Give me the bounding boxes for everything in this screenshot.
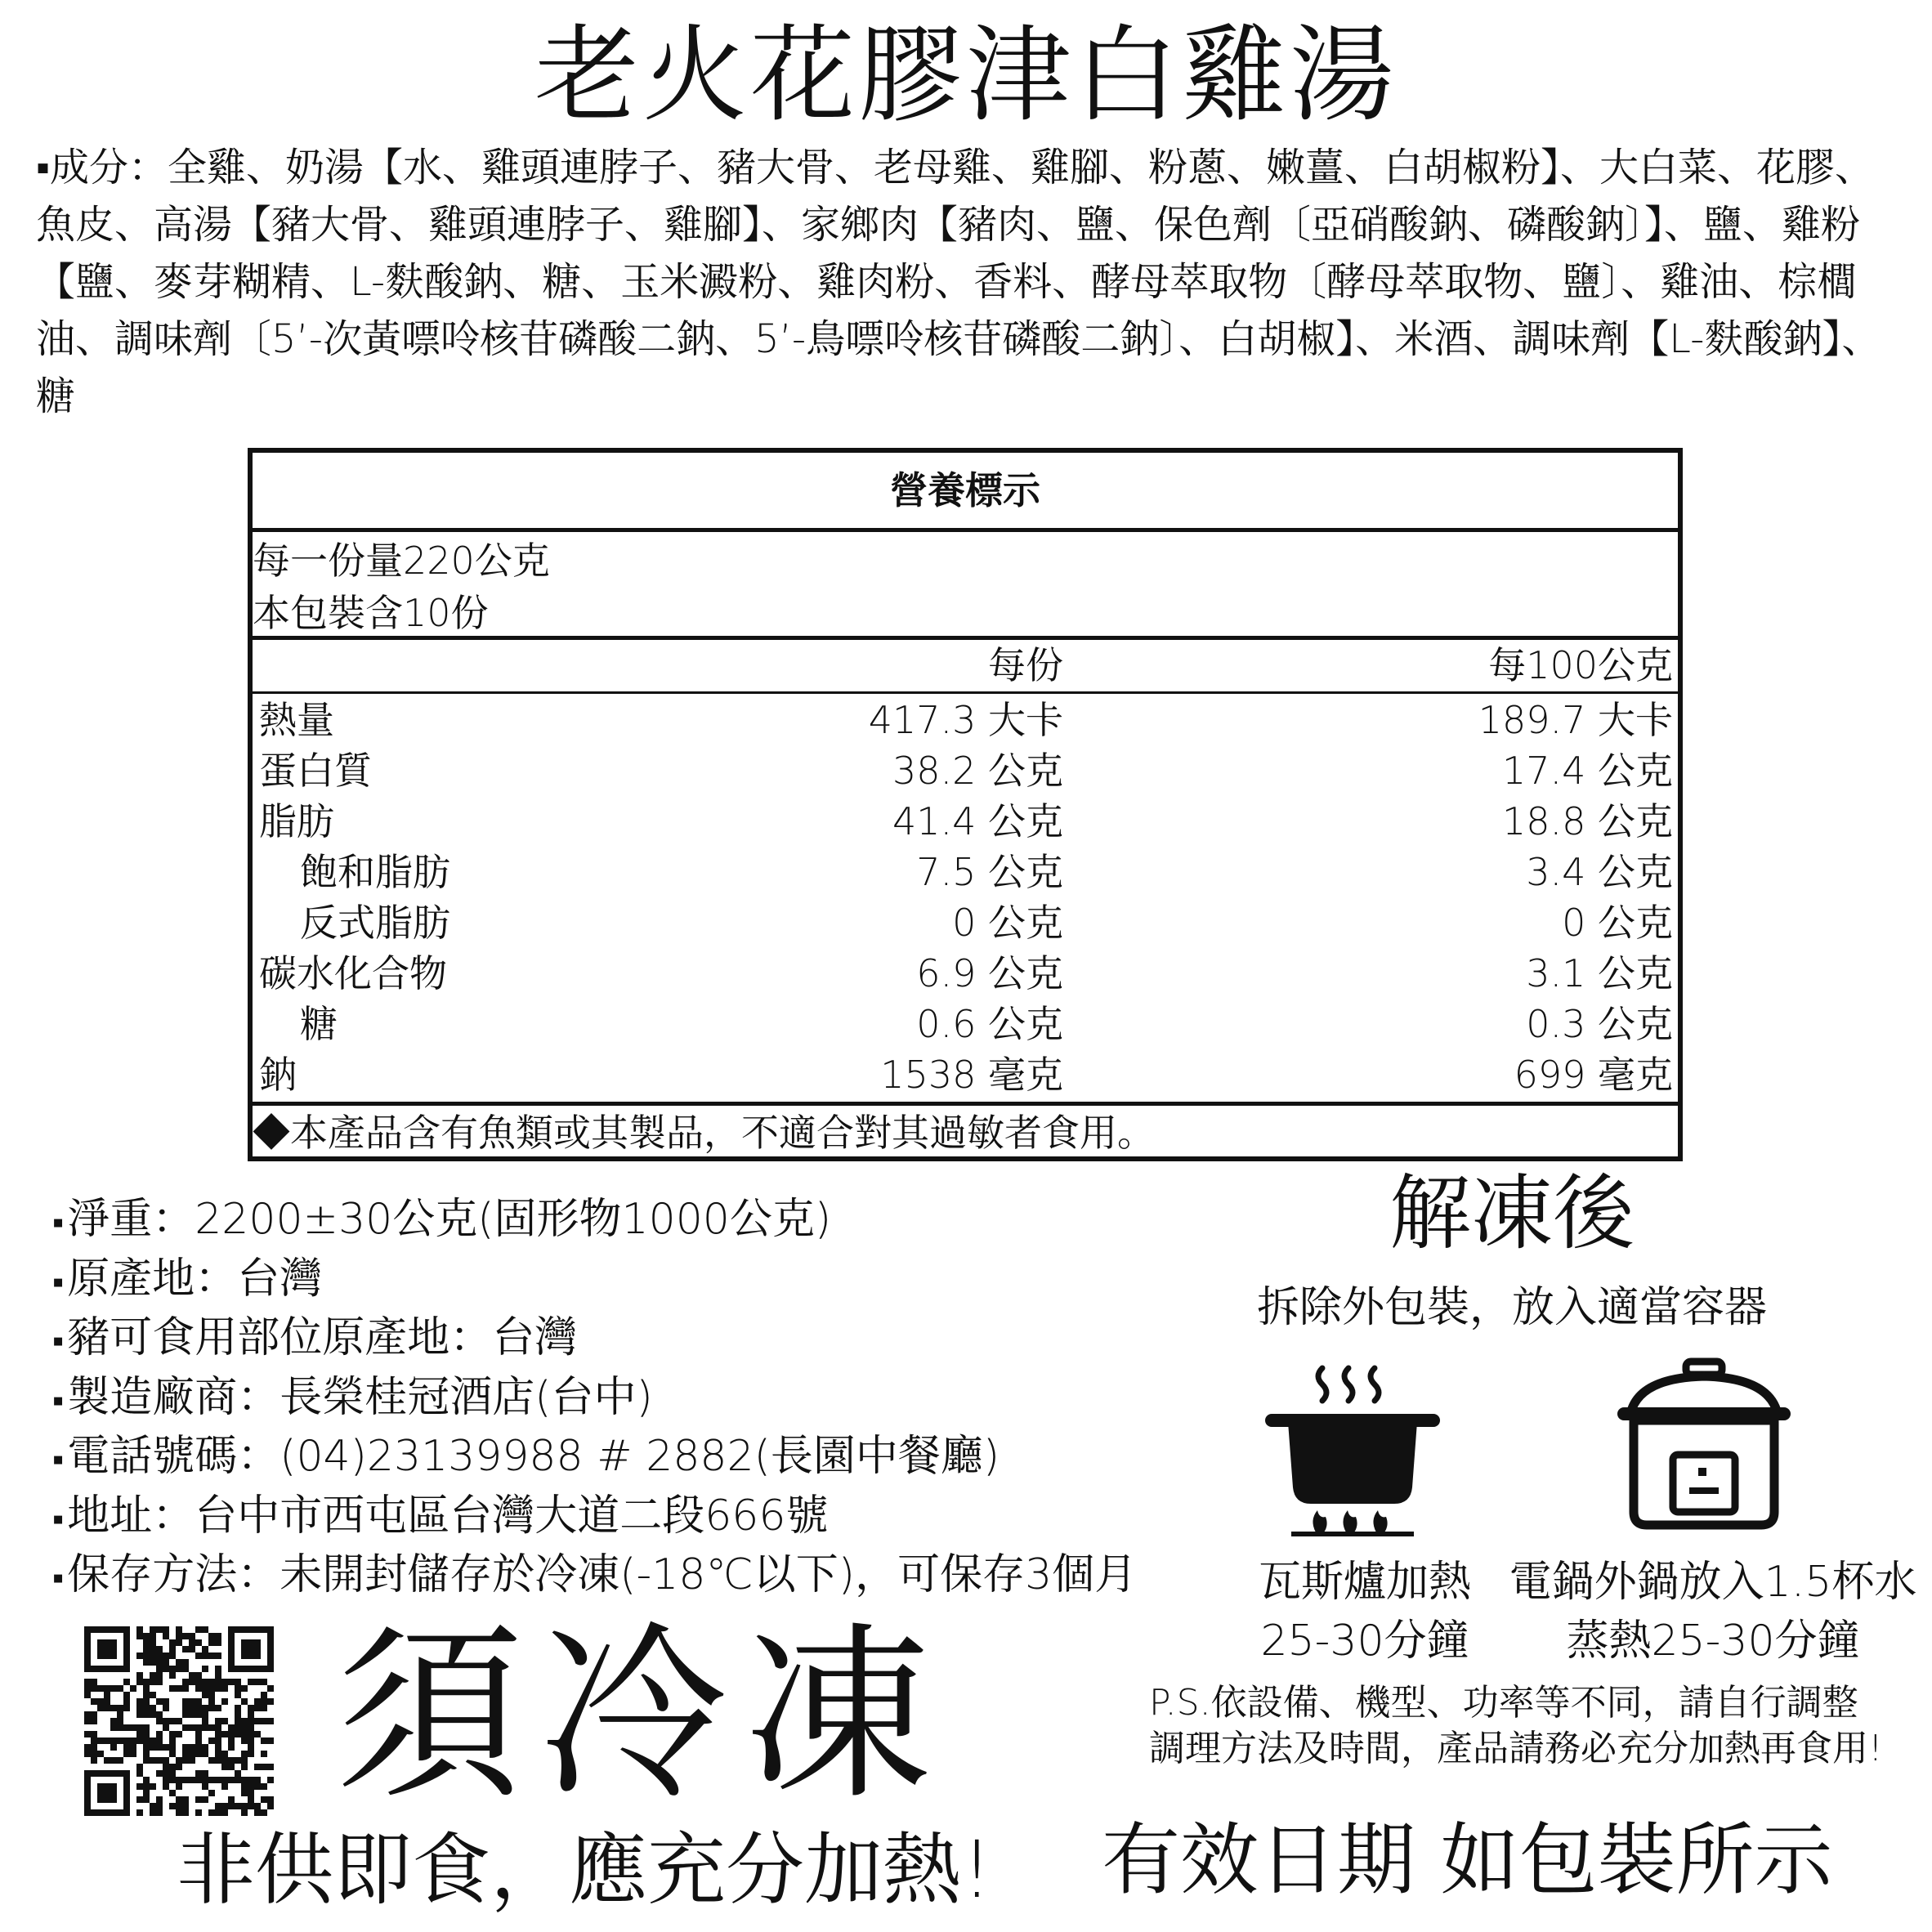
nutrient-name: 蛋白質	[259, 749, 372, 793]
gas-method-label: 瓦斯爐加熱	[1258, 1558, 1471, 1607]
serving-info	[253, 534, 1678, 639]
nutrient-row	[253, 999, 1678, 1049]
phone-number: ▪ 電話號碼：(04)23139988 # 2882(長園中餐廳)	[52, 1429, 1137, 1488]
cooker-method-time: 蒸熱25-30分鐘	[1566, 1617, 1860, 1666]
nutrient-per-100g: 189.7 大卡	[1478, 698, 1673, 742]
net-weight: ▪ 淨重：2200±30公克(固形物1000公克)	[52, 1192, 1137, 1251]
nutrient-name: 鈉	[259, 1053, 297, 1097]
cooker-method-label: 電鍋外鍋放入1.5杯水	[1509, 1558, 1917, 1607]
manufacturer: ▪ 製造廠商：長榮桂冠酒店(台中)	[52, 1370, 1137, 1429]
col-per-serving: 每份	[988, 643, 1063, 687]
nutrient-name: 糖	[300, 1002, 338, 1046]
nutrient-per-serving: 7.5 公克	[916, 850, 1063, 894]
nutrient-row	[253, 847, 1678, 897]
nutrient-per-100g: 0.3 公克	[1526, 1002, 1673, 1046]
nutrient-per-serving: 1538 毫克	[880, 1053, 1063, 1097]
expiry-date-notice: 有效日期 如包裝所示	[1102, 1814, 1833, 1906]
rice-cooker-icon	[1614, 1357, 1794, 1536]
divider	[253, 1102, 1678, 1106]
nutrient-per-100g: 699 毫克	[1514, 1053, 1673, 1097]
nutrient-per-100g: 17.4 公克	[1501, 749, 1673, 793]
qr-code[interactable]	[84, 1626, 274, 1816]
pot-on-stove-icon	[1259, 1357, 1447, 1536]
divider	[253, 691, 1678, 694]
ps-note-line1: P.S.依設備、機型、功率等不同，請自行調整	[1149, 1682, 1858, 1724]
gas-method-time: 25-30分鐘	[1260, 1617, 1469, 1666]
address: ▪ 地址：台中市西屯區台灣大道二段666號	[52, 1488, 1137, 1548]
nutrition-title: 營養標示	[890, 468, 1040, 512]
origin: ▪ 原產地：台灣	[52, 1251, 1137, 1311]
nutrient-name: 熱量	[259, 698, 334, 742]
gas-stove-instruction	[1234, 1553, 1496, 1670]
nutrient-row	[253, 897, 1678, 948]
ps-note-line2: 調理方法及時間，產品請務必充分加熱再食用!	[1149, 1728, 1883, 1769]
divider	[253, 528, 1678, 532]
nutrient-name: 碳水化合物	[259, 951, 447, 995]
nutrient-per-100g: 18.8 公克	[1501, 799, 1673, 843]
nutrient-per-serving: 0.6 公克	[916, 1002, 1063, 1046]
nutrient-row	[253, 948, 1678, 999]
servings-per-package: 本包裝含10份	[253, 591, 489, 635]
nutrient-per-serving: 0 公克	[952, 901, 1063, 945]
nutrient-row	[253, 796, 1678, 847]
heat-before-eating-notice: 非供即食，應充分加熱!	[177, 1824, 993, 1916]
nutrient-row	[253, 745, 1678, 796]
pork-origin: ▪ 豬可食用部位原產地：台灣	[52, 1310, 1137, 1370]
nutrient-name: 反式脂肪	[300, 901, 450, 945]
nutrient-per-serving: 41.4 公克	[892, 799, 1063, 843]
column-headers	[253, 639, 1678, 691]
nutrient-per-serving: 417.3 大卡	[868, 698, 1063, 742]
nutrient-row	[253, 1049, 1678, 1100]
serving-size: 每一份量220公克	[253, 539, 550, 583]
product-info-list	[52, 1192, 1137, 1607]
allergen-warning: ◆本產品含有魚類或其製品，不適合對其過敏者食用。	[253, 1111, 1155, 1155]
thaw-subtitle: 拆除外包裝，放入適當容器	[1257, 1283, 1768, 1332]
keep-frozen-notice: 須冷凍	[335, 1607, 949, 1825]
col-per-100g: 每100公克	[1488, 643, 1673, 687]
nutrient-per-100g: 3.1 公克	[1526, 951, 1673, 995]
storage-method: ▪ 保存方法：未開封儲存於冷凍(-18℃以下)，可保存3個月	[52, 1547, 1137, 1607]
nutrient-per-serving: 38.2 公克	[892, 749, 1063, 793]
nutrition-table	[248, 448, 1683, 1161]
nutrient-per-serving: 6.9 公克	[916, 951, 1063, 995]
product-title: 老火花膠津白雞湯	[534, 15, 1398, 136]
ps-note	[1149, 1680, 1883, 1772]
nutrient-row	[253, 695, 1678, 745]
nutrient-name: 飽和脂肪	[300, 850, 450, 894]
rice-cooker-instruction	[1500, 1553, 1925, 1670]
ingredients-text: ▪成分：全雞、奶湯【水、雞頭連脖子、豬大骨、老母雞、雞腳、粉蔥、嫩薑、白胡椒粉】、大白菜、花膠、魚皮、高湯【豬大骨、雞頭連脖子、雞腳】、家鄉肉【豬肉、鹽、保色劑〔亞硝酸鈉、磷酸鈉〕】、鹽、雞粉【鹽、麥芽糊精、L-麩酸鈉、糖、玉米澱粉、雞肉粉、香料、酵母萃取物〔酵母萃取物、鹽〕、雞油、棕櫚油、調味劑〔5’-次黃嘌呤核苷磷酸二鈉、5’-鳥嘌呤核苷磷酸二鈉〕、白胡椒】、米酒、調味劑【L-麩酸鈉】、糖	[36, 145, 1881, 419]
nutrient-per-100g: 3.4 公克	[1526, 850, 1673, 894]
nutrient-name: 脂肪	[259, 799, 334, 843]
thaw-title: 解凍後	[1389, 1165, 1635, 1261]
nutrient-per-100g: 0 公克	[1562, 901, 1673, 945]
